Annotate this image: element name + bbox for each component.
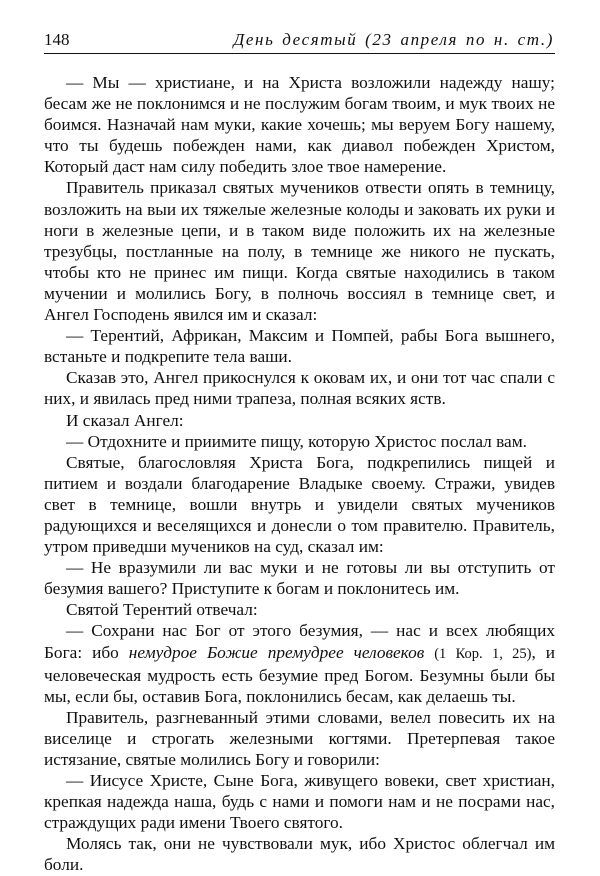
- paragraph-4: Сказав это, Ангел прикоснулся к оковам их, и они тот час спали с них, и явилась пред ними трапеза, полная всяких яств.: [44, 368, 555, 409]
- header-rule: [44, 53, 555, 54]
- paragraph-8: — Не вразумили ли вас муки и не готовы ли вы отступить от безумия вашего? Приступите к богам и поклонитесь им.: [44, 558, 555, 599]
- paragraph-10-end: , и человеческая мудрость есть безумие пред Богом. Безумны были бы мы, если бы, оставив Бога, поклонились бесам, как делаешь ты.: [44, 642, 556, 706]
- paragraph-7: Святые, благословляя Христа Бога, подкрепились пищей и питием и воздали благодарение Владыке своему. Стражи, увидев свет в темнице, вошли внутрь и увидели святых мучеников радующихся и веселящихся и донесли о том правителю. Правитель, утром приведши мучеников на суд, сказал им:: [44, 452, 555, 557]
- page-number: 148: [44, 30, 70, 49]
- paragraph-10: [44, 620, 555, 706]
- paragraph-6: — Отдохните и приимите пищу, которую Христос послал вам.: [66, 431, 527, 451]
- paragraph-1: — Мы — христиане, и на Христа возложили надежду нашу; бесам же не поклонимся и не послужим богам твоим, и мук твоих не боимся. Назначай нам муки, какие хочешь; мы веруем Богу нашему, что ты будешь побежден нами, как диавол побежден Христом, Который даст нам силу победить злое твое намерение.: [44, 73, 555, 177]
- paragraph-9: Святой Терентий отвечал:: [66, 600, 258, 620]
- paragraph-3: — Терентий, Африкан, Максим и Помпей, рабы Бога вышнего, встаньте и подкрепите тела ваши.: [44, 326, 555, 367]
- running-title: День десятый (23 апреля по н. ст.): [233, 30, 554, 49]
- page-header: [44, 30, 554, 52]
- scripture-quote: немудрое Божие премудрее человеков: [128, 642, 425, 662]
- paragraph-12: — Иисусе Христе, Сыне Бога, живущего вовеки, свет христиан, крепкая надежда наша, будь с нами и помоги нам и не посрами нас, страждущих ради имени Твоего святого.: [44, 771, 555, 833]
- paragraph-5: И сказал Ангел:: [66, 410, 184, 430]
- paragraph-10-start: — Сохрани нас Бог от этого безумия, — нас и всех любящих Бога: ибо: [44, 621, 555, 662]
- paragraph-13: Молясь так, они не чувствовали мук, ибо Христос облегчал им боли.: [44, 834, 555, 875]
- body-text: [44, 72, 555, 876]
- scripture-reference: (1 Кор. 1, 25): [434, 645, 532, 662]
- paragraph-2: Правитель приказал святых мучеников отвести опять в темницу, возложить на выи их тяжелые железные колоды и заковать их руки и ноги в железные цепи, и в таком виде положить их на железные трезубцы, постланные на полу, в темнице же никого не пускать, чтобы кто не принес им пищи. Когда святые находились в таком мучении и молились Богу, в полночь воссиял в темнице свет, и Ангел Господень явился им и сказал:: [44, 178, 555, 325]
- paragraph-11: Правитель, разгневанный этими словами, велел повесить их на виселице и строгать железными когтями. Претерпевая такое истязание, святые молились Богу и говорили:: [44, 707, 555, 769]
